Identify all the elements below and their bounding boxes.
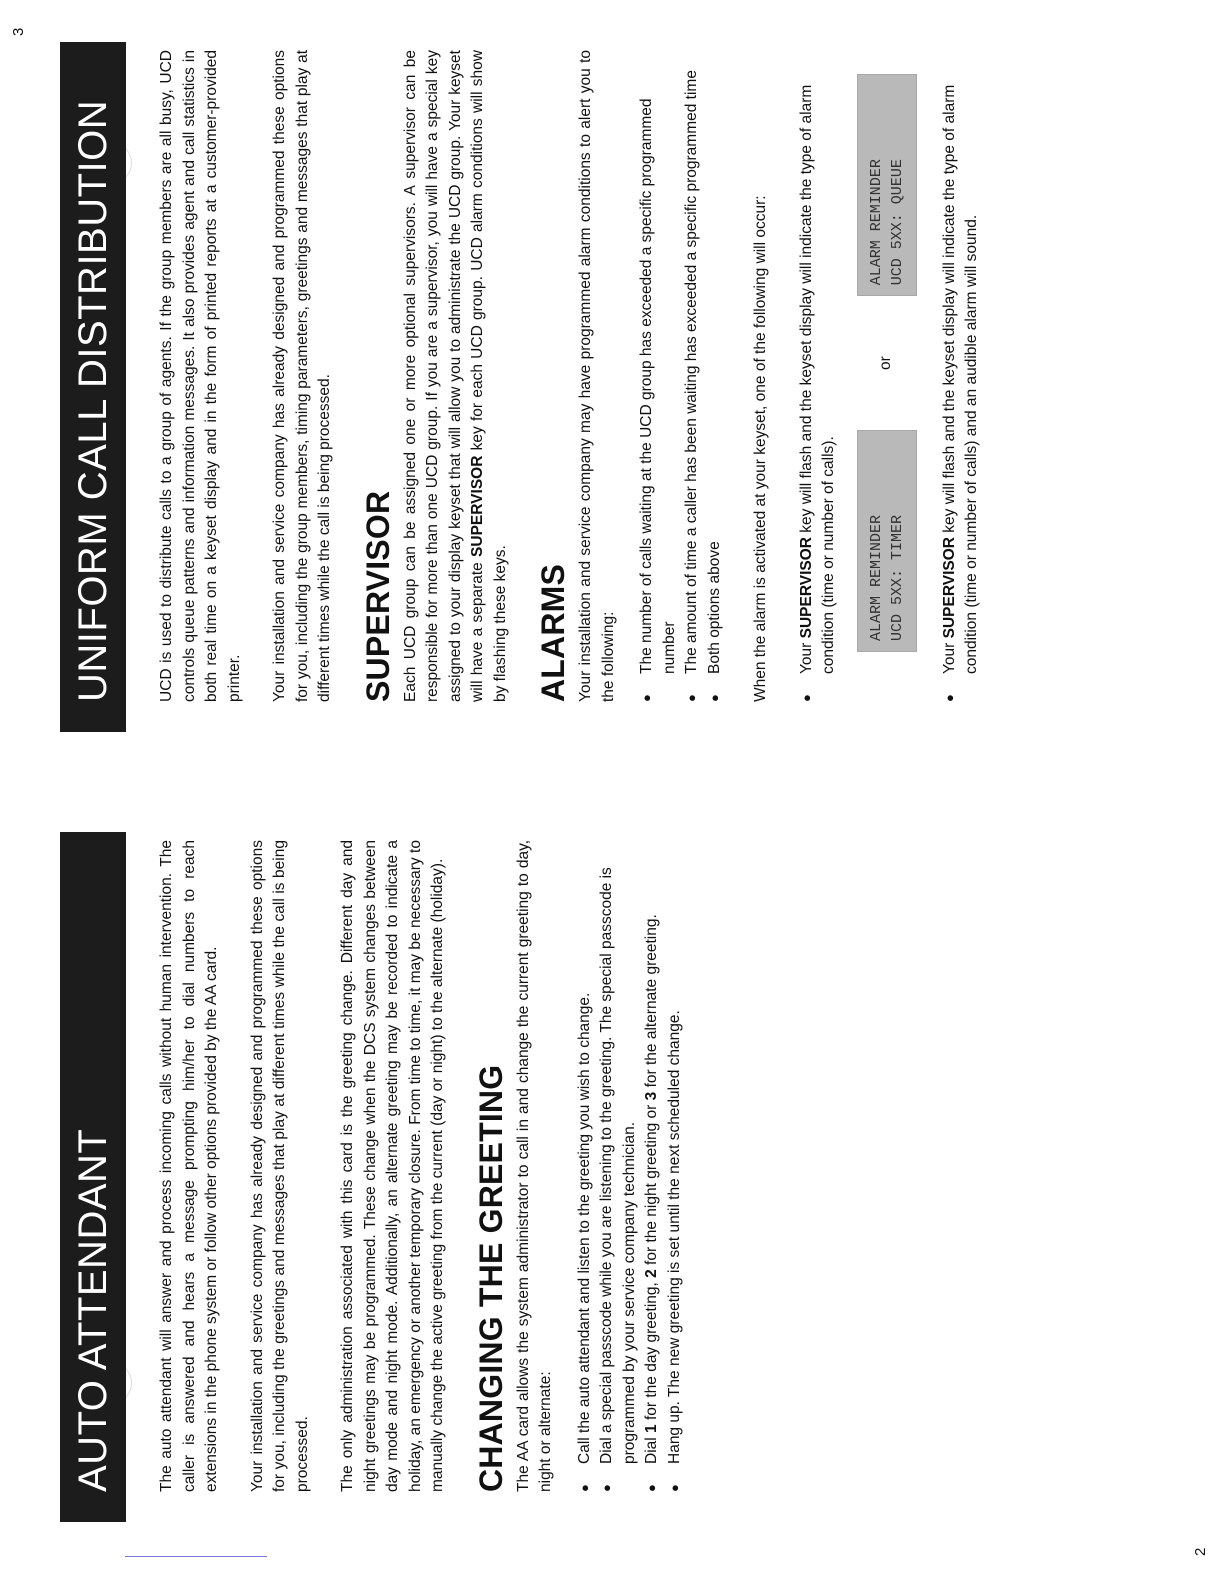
alarm-outcome-list [796,50,841,702]
list-item: ● Dial a special passcode while you are listening to the greeting. The special passcode is programmed by your service company technician. [596,840,641,1492]
list-item: ● Dial 1 for the day greeting, 2 for the night greeting or 3 for the alternate greeting. [641,840,664,1492]
timer-alarm-display: ALARM REMINDER UCD 5XX: TIMER [857,430,917,652]
list-item: ● Your SUPERVISOR key will flash and the keyset display will indicate the type of alarm condition (time or number of calls) and an audible alarm will sound. [939,50,984,702]
queue-alarm-display: ALARM REMINDER UCD 5XX: QUEUE [857,74,917,296]
greeting-steps-list [574,840,687,1492]
auto-attendant-page [60,832,710,1522]
page-title: UNIFORM CALL DISTRIBUTION [70,99,115,702]
list-item: ● Your SUPERVISOR key will flash and the keyset display will indicate the type of alarm condition (time or number of calls). [796,50,841,702]
alarm-outcome-list-2 [939,50,984,702]
list-item: ● Hang up. The new greeting is set until the next scheduled change. [664,840,687,1492]
alarm-conditions-list [636,50,726,702]
supervisor-paragraph: Each UCD group can be assigned one or more optional supervisors. A supervisor can be responsible for more than one UCD group. If you are a supervisor, you will have a special key assigned to your display keyset that will allow you to administrate the UCD group. Your keyset will have a separate SUPERVISOR key for each UCD group. UCD alarm conditions will show by flashing these keys. [401,50,509,702]
alarms-intro: Your installation and service company may have programmed alarm conditions to alert you to the following: [577,50,617,702]
administration-paragraph: The only administration associated with this card is the greeting change. Different day and night greetings may be programmed. These change when the DCS system changes between day mode and night mode. Additionally, an alternate greeting may be recorded to indicate a holiday, an emergency or another temporary closure. From time to time, it may be necessary to manually change the active greeting from the current (day or night) to the alternate (holiday). [339,840,446,1492]
list-item: ● The number of calls waiting at the UCD group has exceeded a specific programmed number [636,50,681,702]
ucd-banner [60,42,126,732]
auto-attendant-content [156,832,686,1522]
list-item: ● The amount of time a caller has been waiting has exceeded a specific programmed time [681,50,704,702]
intro-paragraph: The auto attendant will answer and process incoming calls without human intervention. The caller is answered and hears a message prompting him/her to dial numbers to reach extensions in the phone system or follow other options provided by the AA card. [158,840,220,1492]
section-heading: SUPERVISOR [359,490,396,702]
changing-intro: The AA card allows the system administrator to call in and change the current greeting to day, night or alternate: [514,840,554,1492]
blue-rule [125,1556,267,1557]
installation-paragraph: Your installation and service company has already designed and programmed these options for you, including the greetings and messages that play at different times while the call is being processed. [248,840,311,1492]
ucd-content [156,42,984,732]
or-label: or [877,356,895,370]
ucd-installation-paragraph: Your installation and service company has already designed and programmed these options for you, including the group members, timing parameters, greetings and messages that play at different times while the call is being processed. [271,50,333,702]
display-examples [857,50,917,652]
section-heading: CHANGING THE GREETING [472,1064,509,1492]
ucd-intro-paragraph: UCD is used to distribute calls to a group of agents. If the group members are all busy, UCD controls queue patterns and information messages. It also provides agent and call statistics in both real time on a keyset display and in the form of printed reports at a customer-provided printer. [158,50,243,702]
list-item: ● Call the auto attendant and listen to the greeting you wish to change. [574,840,597,1492]
ucd-page [60,42,1008,732]
page-number-left: 2 [1192,1547,1209,1556]
activation-paragraph: When the alarm is activated at your keyset, one of the following will occur: [752,195,769,702]
list-item: ● Both options above [704,50,727,702]
page-title: AUTO ATTENDANT [70,1128,115,1492]
section-heading: ALARMS [535,563,571,702]
page-number-right: 3 [10,27,27,36]
auto-attendant-banner [60,832,126,1522]
